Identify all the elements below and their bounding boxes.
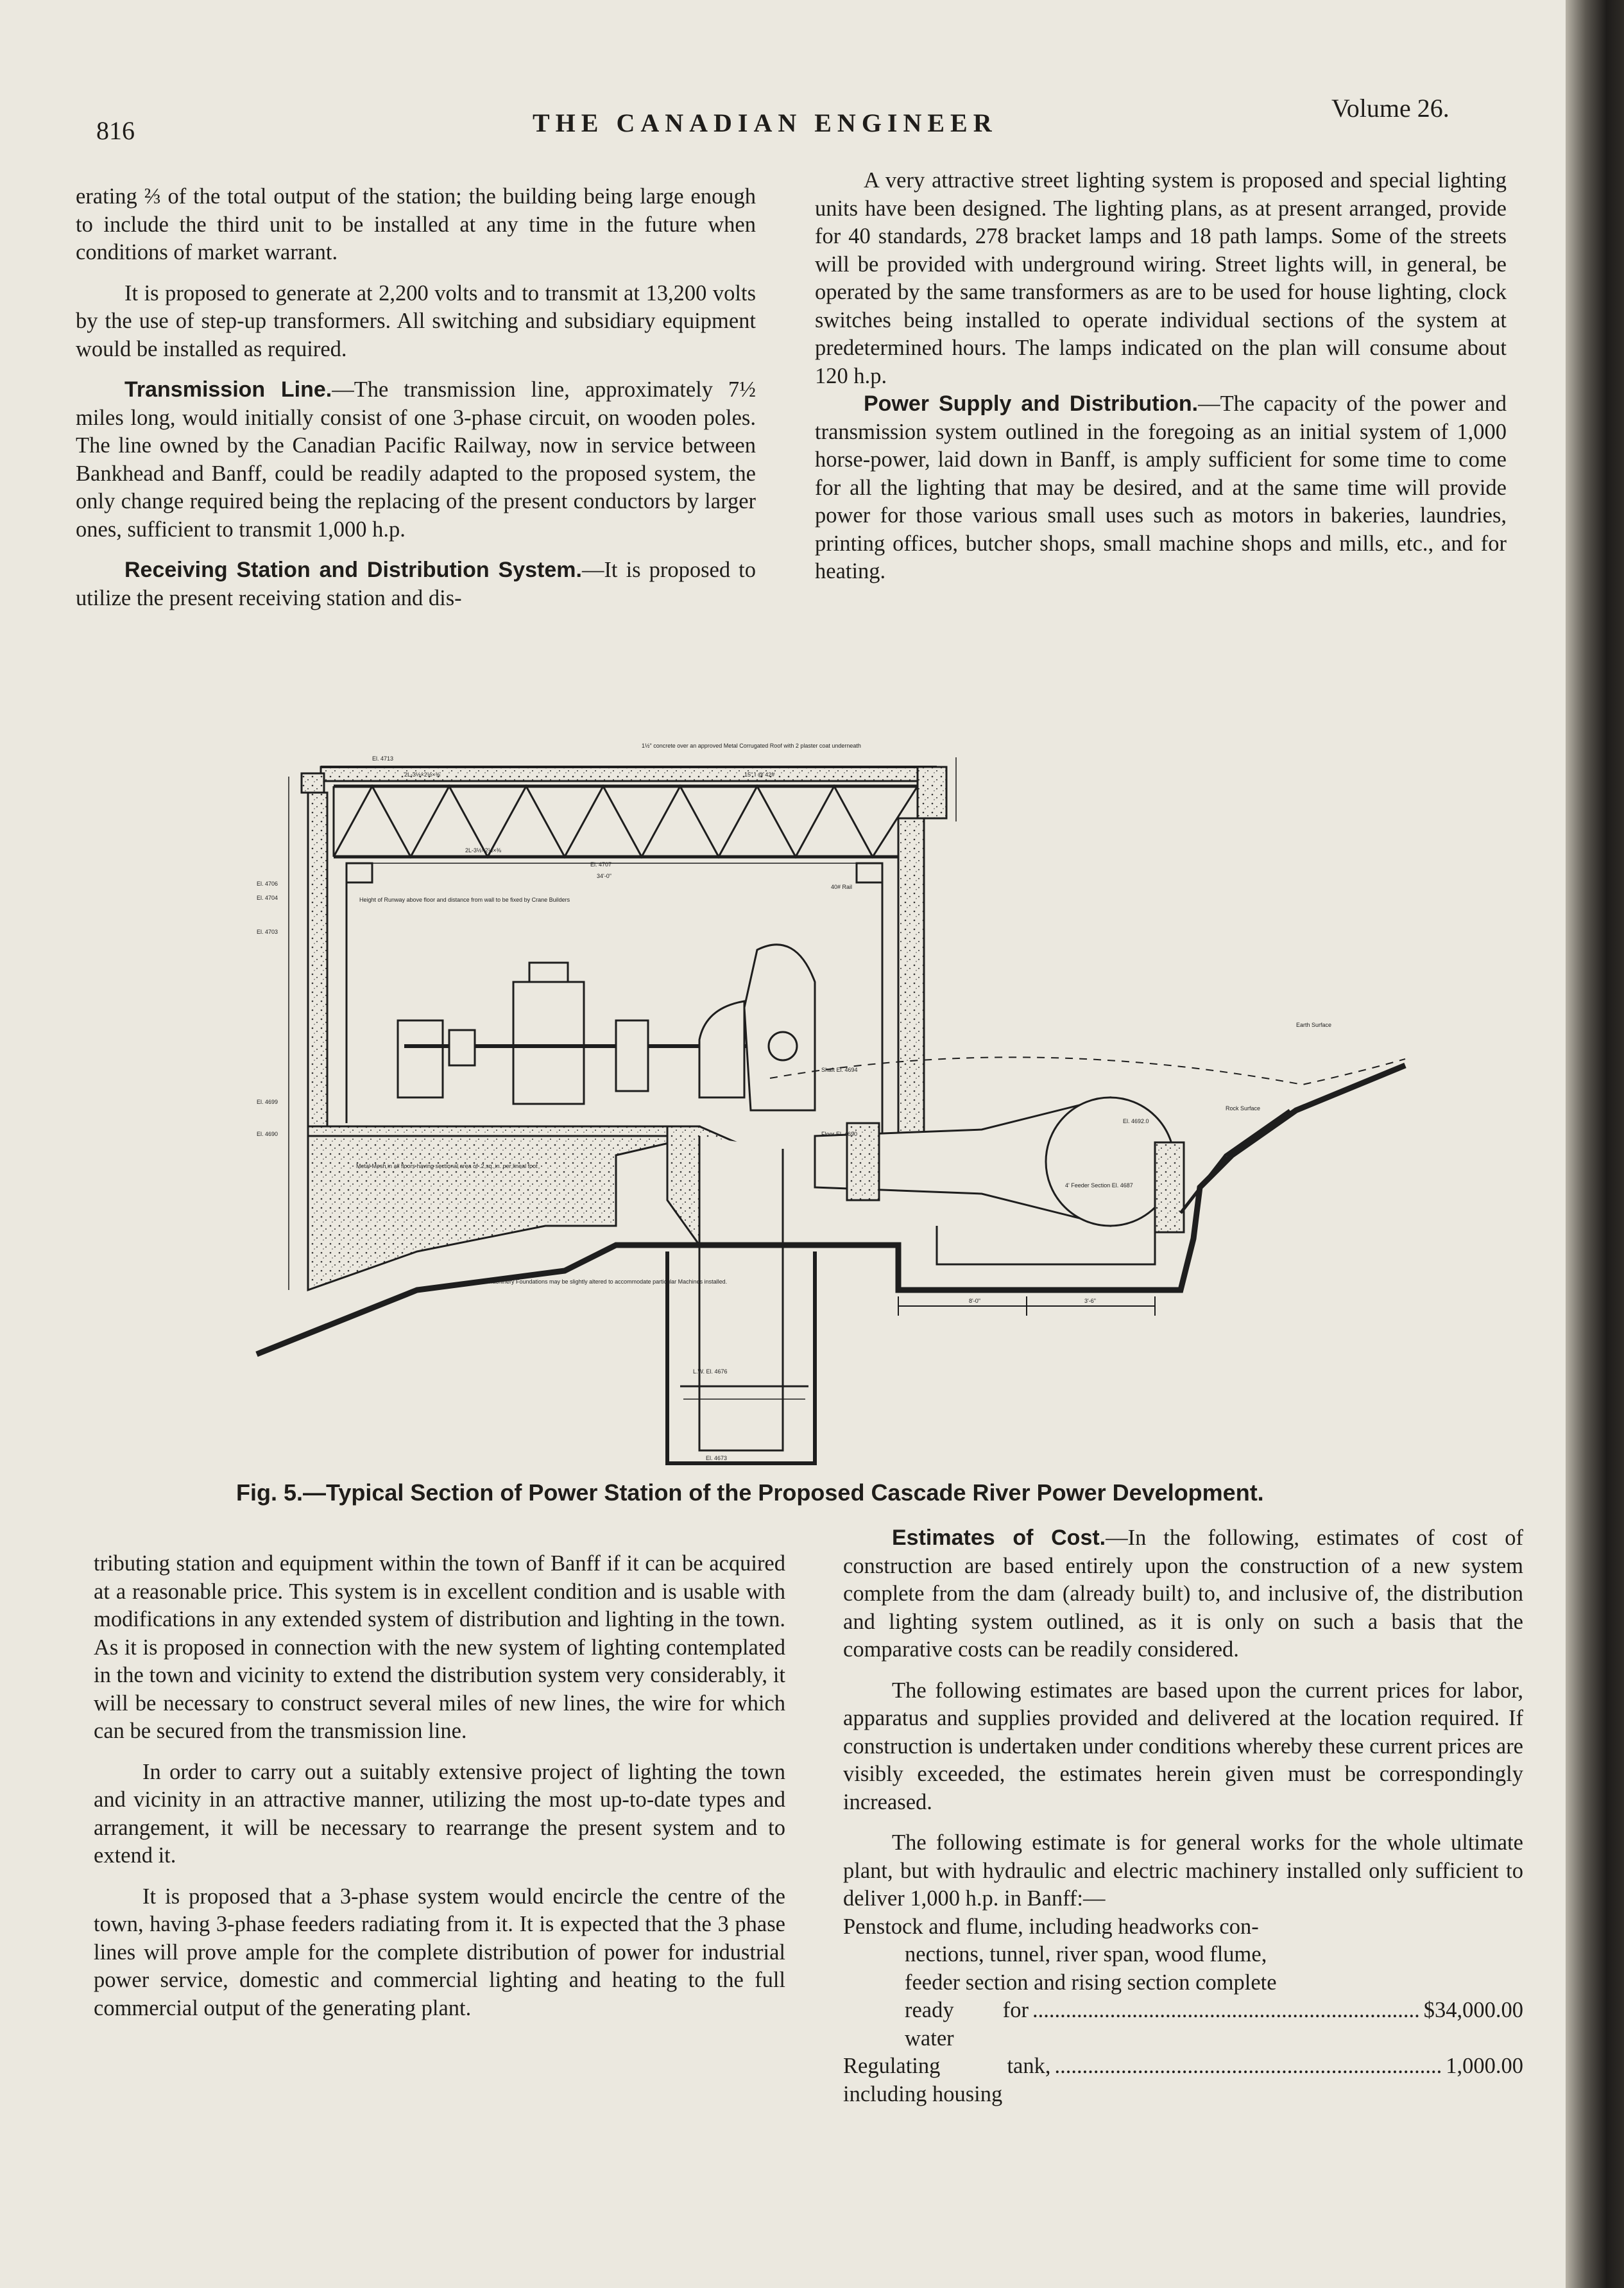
paragraph-body: —The transmission line, approximately 7½ miles long, would initially consist of one 3-phase circuit, on wooden poles. The line owned by the Canadian Pacific Railway, now in service between Bankhead and Banff, could be readily adapted to the proposed system, the only change required being the replacing of the present conductors by larger ones, sufficient to transmit 1,000 h.p. — [76, 377, 756, 542]
paragraph: In order to carry out a suitably extensive project of lighting the town and vicinity in an attractive manner, utilizing the most up-to-date types and arrangement, it will be necessary to rearrange the present system and to extend it. — [94, 1759, 785, 1868]
drawing-label: 15" I @ 42# — [744, 771, 775, 778]
paragraph — [76, 556, 756, 612]
paragraph: It is proposed to generate at 2,200 volts and to transmit at 13,200 volts by the use of step-up transformers. All switching and subsidiary equipment would be installed as required. — [76, 280, 756, 361]
drawing-label: 2L-3½×2½×⅜ — [404, 771, 441, 778]
running-title: THE CANADIAN ENGINEER — [533, 108, 998, 137]
drawing-label: Floor El. 4690 — [821, 1131, 858, 1137]
page-number: 816 — [96, 116, 135, 145]
section-heading: Estimates of Cost. — [892, 1526, 1106, 1550]
estimate-item-label: Regulating tank, including housing — [843, 2054, 1051, 2106]
paragraph: A very attractive street lighting system is proposed and special lighting units have been designed. The lighting plans, as at present arranged, provide for 40 standards, 278 bracket lamps and 18 path lamps. Some of the streets will be provided with underground wiring. Street lights will, in general, be operated by the same transformers as are to be used for house lighting, clock switches being installed to operate individual sections of the system at predetermined hours. The lamps indicated on the plan will consume about 120 h.p. — [815, 168, 1507, 388]
estimate-item — [843, 1913, 1523, 2053]
drawing-label: 34'-0" — [597, 873, 611, 879]
drawing-label: 4' Feeder Section El. 4687 — [1065, 1182, 1133, 1189]
drawing-label: El. 4713 — [372, 755, 394, 762]
estimate-amount: $34,000.00 — [1423, 1998, 1523, 2022]
paragraph: It is proposed that a 3-phase system would encircle the centre of the town, having 3-phase feeders radiating from it. It is expected that the 3 phase lines will prove ample for the complete distribution of power for industrial power service, domestic and commercial lighting and heating to the full commercial output of the generating plant. — [94, 1884, 785, 2020]
drawing-label: El. 4706 — [257, 881, 278, 887]
paragraph — [76, 376, 756, 544]
leader-dots: ...................................................................... — [1032, 1998, 1420, 2022]
paragraph: tributing station and equipment within the town of Banff if it can be acquired at a reasonable price. This system is in excellent condition and is usable with modifications in any extended system of distribution and lighting in the town. As it is proposed in connection with the new system of lighting contemplated in the town and vicinity to extend the distribution system very considerably, it will be necessary to construct several miles of new lines, the wire for which can be secured from the transmission line. — [94, 1551, 785, 1743]
drawing-label: El. 4704 — [257, 895, 278, 901]
paragraph-body: —The capacity of the power and transmission system outlined in the foregoing as an initial system of 1,000 horse-power, laid down in Banff, is amply sufficient for some time to come for all the lighting that may be desired, and at the same time will provide power for those various small uses such as motors in bakeries, laundries, printing offices, butcher shops, small machine shops and mills, etc., and for heating. — [815, 391, 1507, 583]
section-heading: Transmission Line. — [124, 377, 332, 402]
estimate-item-label: ready for water — [905, 1998, 1029, 2051]
drawing-label: Shaft El. 4694 — [821, 1067, 858, 1073]
power-station-section-drawing — [257, 738, 1437, 1483]
paragraph: The following estimate is for general works for the whole ultimate plant, but with hydraulic and electric machinery installed only sufficient to deliver 1,000 h.p. in Banff:— — [843, 1830, 1523, 1911]
drawing-label: 2L-3½×2½×⅜ — [465, 847, 502, 854]
figure-caption: Fig. 5.—Typical Section of Power Station of the Proposed Cascade River Power Development. — [236, 1479, 1264, 1506]
drawing-label: 1½" concrete over an approved Metal Corrugated Roof with 2 plaster coat underneath — [642, 743, 861, 749]
drawing-label: El. 4703 — [257, 929, 278, 935]
drawing-label: Machinery Foundations may be slightly altered to accommodate particular Machines installed. — [488, 1278, 728, 1285]
estimate-item-label: feeder section and rising section complete — [905, 1970, 1277, 1995]
paragraph-body: —In the following, estimates of cost of construction are based entirely upon the construction of a new system complete from the dam (already built) to, and inclusive of, the distribution and lighting system outlined, as it is only on such a basis that the comparative costs can be readily considered. — [843, 1526, 1523, 1662]
drawing-label: El. 4673 — [706, 1455, 728, 1461]
volume-label: Volume 26. — [1331, 94, 1449, 123]
estimate-line — [843, 2052, 1523, 2108]
drawing-label: El. 4690 — [257, 1131, 278, 1137]
paragraph — [843, 1524, 1523, 1664]
drawing-label: Metal Mesh in all floors having sectional area of .2 sq. in. per lineal foot — [356, 1163, 538, 1169]
estimate-item-label: nections, tunnel, river span, wood flume, — [905, 1942, 1267, 1966]
drawing-label: El. 4692.0 — [1123, 1118, 1149, 1124]
drawing-label: 40# Rail — [831, 884, 853, 890]
drawing-label: El. 4707 — [590, 861, 612, 868]
drawing-label: El. 4699 — [257, 1099, 278, 1105]
left-column-bottom — [94, 1550, 785, 2022]
right-column-top — [815, 167, 1507, 586]
drawing-label: Earth Surface — [1296, 1022, 1332, 1028]
section-heading: Power Supply and Distribution. — [864, 391, 1199, 416]
drawing-label: 3'-6" — [1084, 1298, 1096, 1304]
drawing-label: Rock Surface — [1226, 1105, 1261, 1112]
paragraph-body: —It is proposed to utilize the present receiving station and dis- — [76, 558, 756, 610]
section-heading: Receiving Station and Distribution System. — [124, 558, 582, 582]
estimate-item-label: Penstock and flume, including headworks con- — [843, 1914, 1259, 1939]
drawing-label: Height of Runway above floor and distance from wall to be fixed by Crane Builders — [359, 897, 570, 903]
estimate-amount: 1,000.00 — [1446, 2054, 1523, 2078]
leader-dots: ...................................................................... — [1054, 2054, 1442, 2078]
left-column-top — [76, 183, 756, 612]
drawing-label: L.W. El. 4676 — [693, 1368, 728, 1375]
estimate-line — [843, 1997, 1523, 2052]
paragraph: The following estimates are based upon the current prices for labor, apparatus and supplies provided and delivered at the location required. If construction is undertaken under conditions whereby these current prices are visibly exceeded, the estimates herein given must be correspondingly increased. — [843, 1678, 1523, 1814]
right-column-bottom — [843, 1524, 1523, 2108]
book-binding-edge — [1566, 0, 1624, 2288]
drawing-label: 8'-0" — [969, 1298, 980, 1304]
paragraph: erating ⅔ of the total output of the station; the building being large enough to include the third unit to be installed at any time in the future when conditions of market warrant. — [76, 184, 756, 264]
paragraph — [815, 390, 1507, 586]
